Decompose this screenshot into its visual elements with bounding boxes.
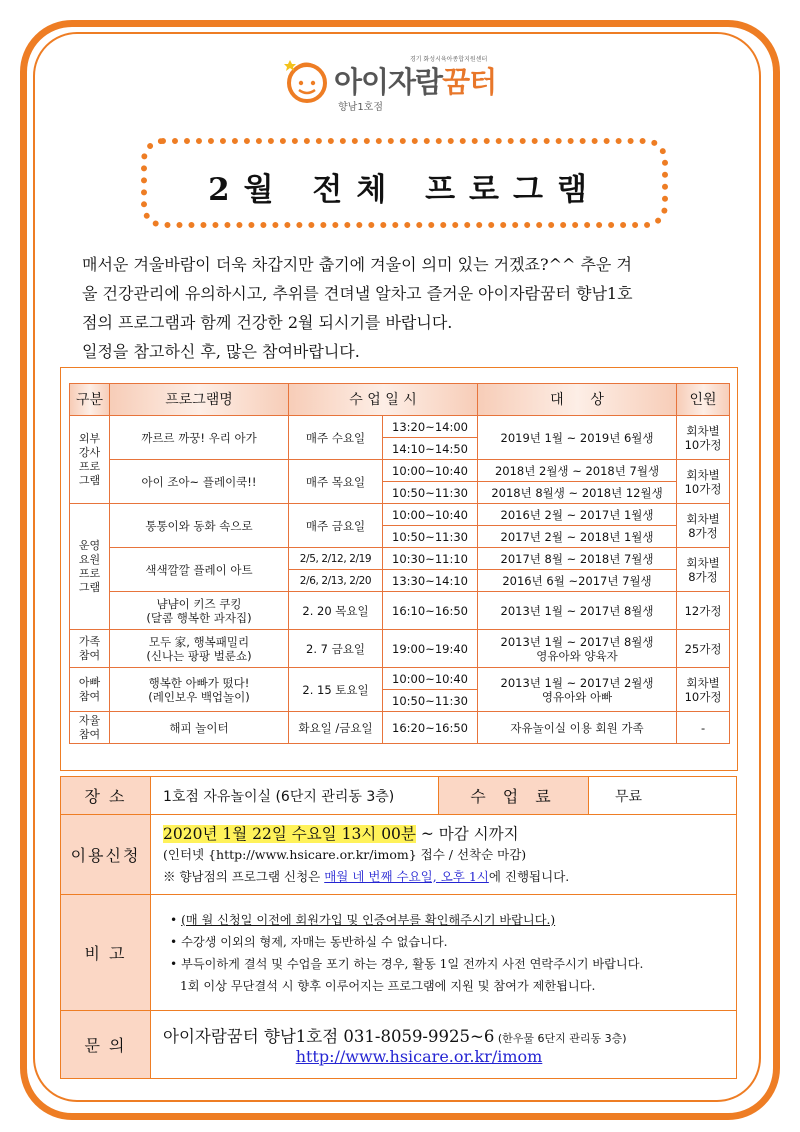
- program-day: 화요일 /금요일: [289, 712, 383, 744]
- program-count: 회차별 8가정: [677, 548, 730, 592]
- apply-online: (인터넷 {http://www.hsicare.or.kr/imom} 접수 / 선착순 마감): [163, 846, 527, 862]
- program-name-main: 냠냠이 키즈 쿠킹: [156, 596, 242, 611]
- program-time: 10:00~10:40: [383, 504, 478, 526]
- program-day: 2. 20 목요일: [289, 592, 383, 630]
- contact-address: (한우물 6단지 관리동 3층): [494, 1032, 627, 1045]
- program-day: 매주 금요일: [289, 504, 383, 548]
- note-item: [170, 909, 735, 931]
- title-box: [141, 138, 668, 228]
- intro-line: 매서운 겨울바람이 더욱 차갑지만 춥기에 겨울이 의미 있는 거겠죠?^^ 추운 겨: [82, 255, 632, 274]
- program-name-main: 모두 家, 행복패밀리: [148, 634, 250, 649]
- program-target-line: 2013년 1월 ~ 2017년 8월생: [500, 634, 654, 649]
- note-text: (매 월 신청일 이전에 회원가입 및 인증여부를 확인해주시기 바랍니다.): [181, 912, 556, 927]
- contact-phone: 아이자람꿈터 향남1호점 031-8059-9925~6: [163, 1027, 495, 1046]
- program-target: 2018년 8월생 ~ 2018년 12월생: [478, 482, 677, 504]
- apply-date-line: [163, 822, 735, 844]
- intro-text: [82, 250, 722, 366]
- place-value: 1호점 자유놀이실 (6단지 관리동 3층): [151, 777, 439, 815]
- program-time: 10:50~11:30: [383, 526, 478, 548]
- program-day: 2/5, 2/12, 2/19: [289, 548, 383, 570]
- program-day: 2/6, 2/13, 2/20: [289, 570, 383, 592]
- header-program: 프로그램명: [110, 384, 289, 416]
- program-target-line: 영유아와 양육자: [536, 648, 618, 663]
- apply-notice: [163, 866, 735, 888]
- category-external: 외부 강사 프로 그램: [70, 416, 110, 504]
- notes-label: 비 고: [61, 895, 151, 1011]
- note-item: [170, 931, 735, 953]
- header-target: 대 상: [478, 384, 677, 416]
- contact-cell: [151, 1011, 737, 1079]
- program-name-sub: (신나는 팡팡 벌룬쇼): [146, 648, 252, 663]
- program-day: 매주 수요일: [289, 416, 383, 460]
- program-name: 통통이와 동화 속으로: [110, 504, 289, 548]
- category-operation: 운영 요원 프로 그램: [70, 504, 110, 630]
- program-time: 16:20~16:50: [383, 712, 478, 744]
- note-item: [170, 975, 735, 997]
- logo: [282, 50, 522, 114]
- program-count: 회차별 10가정: [677, 416, 730, 460]
- program-time: 13:30~14:10: [383, 570, 478, 592]
- apply-notice-prefix: ※ 향남점의 프로그램 신청은: [163, 868, 325, 884]
- program-count: 25가정: [677, 630, 730, 668]
- program-count: 회차별 10가정: [677, 460, 730, 504]
- apply-notice-suffix: 에 진행됩니다.: [488, 868, 570, 884]
- program-target: 자유놀이실 이용 회원 가족: [478, 712, 677, 744]
- program-time: 13:20~14:00: [383, 416, 478, 438]
- program-name-sub: (레인보우 백업놀이): [148, 689, 250, 704]
- info-table: [60, 776, 737, 1079]
- logo-org: 경기 화성시육아종합지원센터: [410, 56, 488, 63]
- program-target-line: 영유아와 아빠: [541, 689, 613, 704]
- fee-value: 무료: [589, 777, 737, 815]
- program-time: 19:00~19:40: [383, 630, 478, 668]
- program-name: 아이 조아~ 플레이쿡!!: [110, 460, 289, 504]
- program-target: [478, 630, 677, 668]
- apply-info: [151, 815, 737, 895]
- apply-label: 이용신청: [61, 815, 151, 895]
- logo-wordmark: 아이자람꿈터: [334, 65, 497, 99]
- note-text: 수강생 이외의 형제, 자매는 동반하실 수 없습니다.: [181, 934, 448, 949]
- program-day: 매주 목요일: [289, 460, 383, 504]
- program-target: 2017년 2월 ~ 2018년 1월생: [478, 526, 677, 548]
- intro-line: 점의 프로그램과 함께 건강한 2월 되시기를 바랍니다.: [82, 313, 453, 332]
- program-target: 2016년 2월 ~ 2017년 1월생: [478, 504, 677, 526]
- header-category: 구분: [70, 384, 110, 416]
- note-item: [170, 953, 735, 975]
- program-target: 2019년 1월 ~ 2019년 6월생: [478, 416, 677, 460]
- program-target: 2018년 2월생 ~ 2018년 7월생: [478, 460, 677, 482]
- program-time: 10:00~10:40: [383, 668, 478, 690]
- program-name-main: 행복한 아빠가 떴다!: [148, 675, 250, 690]
- intro-line: 울 건강관리에 유의하시고, 추위를 견뎌낼 알차고 즐거운 아이자람꿈터 향남1호: [82, 284, 633, 303]
- program-name: 까르르 까꿍! 우리 아가: [110, 416, 289, 460]
- header-datetime: 수 업 일 시: [289, 384, 478, 416]
- program-target-line: 2013년 1월 ~ 2017년 2월생: [500, 675, 654, 690]
- notes-list: [152, 909, 735, 997]
- program-time: 14:10~14:50: [383, 438, 478, 460]
- program-name: [110, 668, 289, 712]
- logo-face-icon: [284, 58, 330, 104]
- header-count: 인원: [677, 384, 730, 416]
- note-text: 부득이하게 결석 및 수업을 포기 하는 경우, 활동 1일 전까지 사전 연락주시기 바랍니다.: [181, 956, 644, 971]
- program-day: 2. 7 금요일: [289, 630, 383, 668]
- program-target: 2016년 6월 ~2017년 7월생: [478, 570, 677, 592]
- program-count: 12가정: [677, 592, 730, 630]
- note-text: 1회 이상 무단결석 시 향후 이루어지는 프로그램에 지원 및 참여가 제한됩니다.: [180, 978, 596, 993]
- program-time: 10:30~11:10: [383, 548, 478, 570]
- program-name: [110, 592, 289, 630]
- program-name: 해피 놀이터: [110, 712, 289, 744]
- program-name-sub: (달콤 행복한 과자집): [146, 610, 252, 625]
- program-target: 2013년 1월 ~ 2017년 8월생: [478, 592, 677, 630]
- program-time: 16:10~16:50: [383, 592, 478, 630]
- contact-label: 문 의: [61, 1011, 151, 1079]
- category-dad: 아빠 참여: [70, 668, 110, 712]
- fee-label: 수 업 료: [439, 777, 589, 815]
- apply-schedule-link[interactable]: 매월 네 번째 수요일, 오후 1시: [324, 868, 489, 884]
- program-target: 2017년 8월 ~ 2018년 7월생: [478, 548, 677, 570]
- program-target: [478, 668, 677, 712]
- logo-branch: 향남1호점: [338, 102, 384, 113]
- program-count: 회차별 10가정: [677, 668, 730, 712]
- program-name: 색색깔깔 플레이 아트: [110, 548, 289, 592]
- program-time: 10:00~10:40: [383, 460, 478, 482]
- intro-line: 일정을 참고하신 후, 많은 참여바랍니다.: [82, 342, 360, 361]
- program-name: [110, 630, 289, 668]
- program-count: 회차별 8가정: [677, 504, 730, 548]
- program-day: 2. 15 토요일: [289, 668, 383, 712]
- contact-url-link[interactable]: http://www.hsicare.or.kr/imom: [295, 1047, 543, 1066]
- notes-cell: [151, 895, 737, 1011]
- program-time: 10:50~11:30: [383, 690, 478, 712]
- place-label: 장 소: [61, 777, 151, 815]
- program-time: 10:50~11:30: [383, 482, 478, 504]
- category-free: 자율 참여: [70, 712, 110, 744]
- schedule-table: [69, 383, 730, 744]
- schedule-panel: [60, 367, 738, 771]
- page-title: 2월 전체 프로그램: [208, 172, 601, 208]
- contact-line: [163, 1023, 735, 1047]
- program-count: -: [677, 712, 730, 744]
- apply-date: 2020년 1월 22일 수요일 13시 00분: [163, 824, 416, 843]
- apply-until: ~ 마감 시까지: [415, 824, 519, 843]
- category-family: 가족 참여: [70, 630, 110, 668]
